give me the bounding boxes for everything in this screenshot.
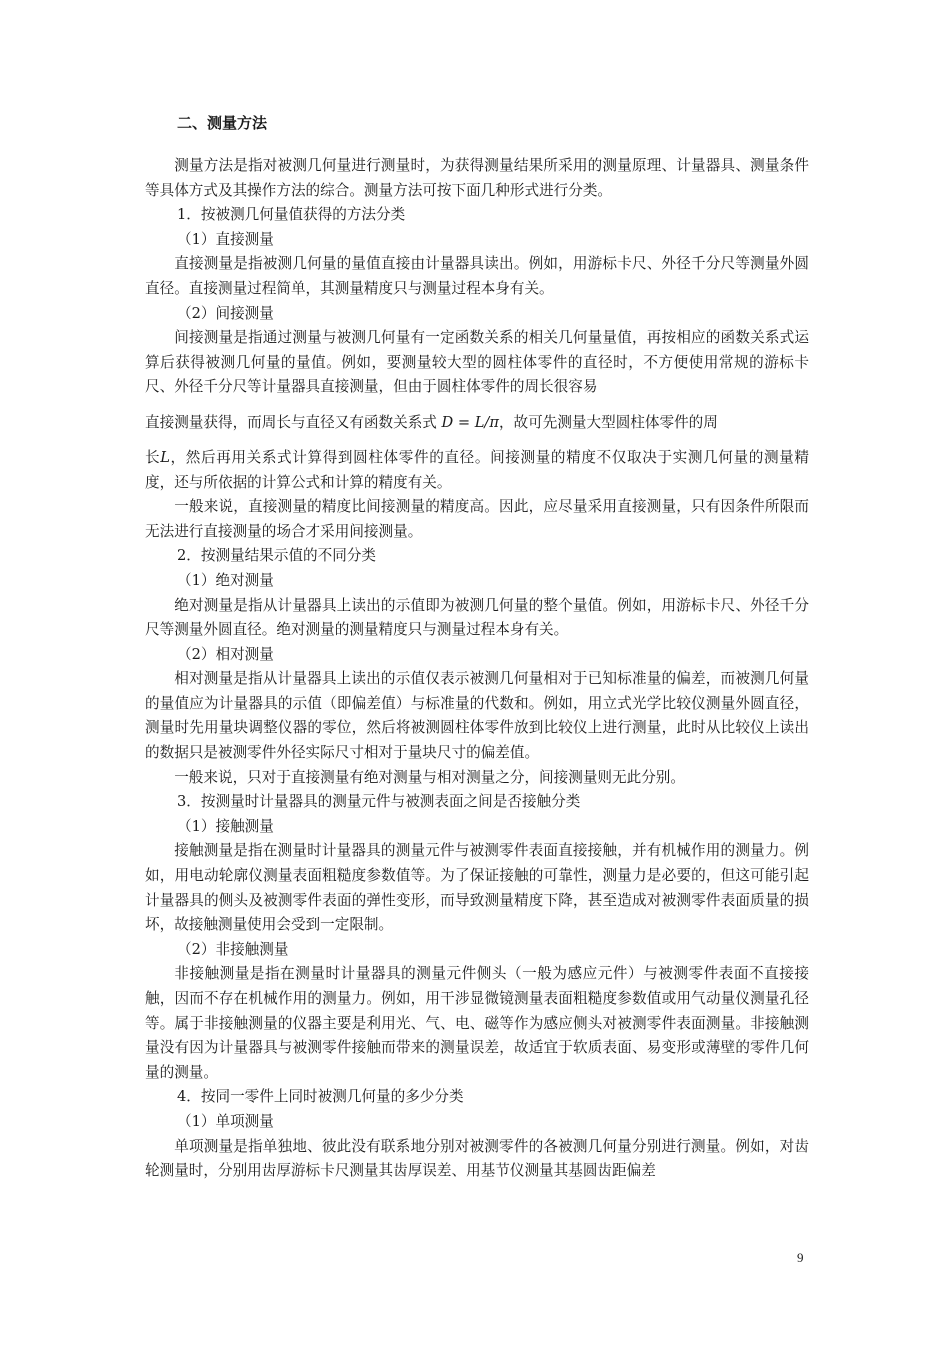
s2-1-text: 绝对测量是指从计量器具上读出的示值即为被测几何量的整个量值。例如，用游标卡尺、外径千分尺等测量外圆直径。绝对测量的测量精度只与测量过程本身有关。 bbox=[145, 596, 809, 639]
s1-2-text-e: ，然后再用关系式计算得到圆柱体零件的直径。间接测量的精度不仅取决于实测几何量的测量精度，还与所依据的计算公式和计算的精度有关。 bbox=[145, 448, 809, 491]
s2-1-title: （1）绝对测量 bbox=[177, 571, 274, 589]
s3-title: 3．按测量时计量器具的测量元件与被测表面之间是否接触分类 bbox=[177, 793, 581, 811]
formula-l: L bbox=[160, 448, 170, 466]
s1-2-formula-line bbox=[145, 400, 809, 446]
s3-1-title: （1）接触测量 bbox=[177, 817, 274, 835]
page-number: 9 bbox=[797, 1250, 804, 1265]
s1-2-text-b: 直接测量获得，而周长与直径又有函数关系式 bbox=[145, 413, 437, 431]
s2-summary: 一般来说，只对于直接测量有绝对测量与相对测量之分，间接测量则无此分别。 bbox=[174, 768, 685, 786]
s1-2-text-cont bbox=[145, 446, 809, 495]
s1-2-text-d: 长 bbox=[145, 448, 161, 466]
formula-d-equals-l-over-pi: D = L/π bbox=[441, 413, 499, 431]
s2-2-text: 相对测量是指从计量器具上读出的示值仅表示被测几何量相对于已知标准量的偏差，而被测几何量的量值应为计量器具的示值（即偏差值）与标准量的代数和。例如，用立式光学比较仪测量外圆直径，测量时先用量块调整仪器的零位，然后将被测圆柱体零件放到比较仪上进行测量，此时从比较仪上读出的数据只是被测零件外径实际尺寸相对于量块尺寸的偏差值。 bbox=[145, 670, 809, 762]
s1-1-title: （1）直接测量 bbox=[177, 230, 274, 248]
s1-2-title: （2）间接测量 bbox=[177, 304, 274, 322]
s1-title: 1．按被测几何量值获得的方法分类 bbox=[177, 206, 406, 224]
section-heading: 二、测量方法 bbox=[177, 114, 268, 132]
s1-2-text bbox=[145, 326, 809, 400]
s3-2-title: （2）非接触测量 bbox=[177, 940, 289, 958]
s4-title: 4．按同一零件上同时被测几何量的多少分类 bbox=[177, 1088, 464, 1106]
s3-2-text: 非接触测量是指在测量时计量器具的测量元件侧头（一般为感应元件）与被测零件表面不直接接触，因而不存在机械作用的测量力。例如，用干涉显微镜测量表面粗糙度参数值或用气动量仪测量孔径等。属于非接触测量的仪器主要是利用光、气、电、磁等作为感应侧头对被测零件表面测量。非接触测量没有因为计量器具与被测零件接触而带来的测量误差，故适宜于软质表面、易变形或薄壁的零件几何量的测量。 bbox=[145, 965, 809, 1081]
s4-1-title: （1）单项测量 bbox=[177, 1112, 274, 1130]
intro-paragraph: 测量方法是指对被测几何量进行测量时，为获得测量结果所采用的测量原理、计量器具、测量条件等具体方式及其操作方法的综合。测量方法可按下面几种形式进行分类。 bbox=[145, 157, 809, 199]
s1-2-text-a: 间接测量是指通过测量与被测几何量有一定函数关系的相关几何量量值，再按相应的函数关系式运算后获得被测几何量的量值。例如，要测量较大型的圆柱体零件的直径时，不方便使用常规的游标卡尺、外径千分尺等计量器具直接测量，但由于圆柱体零件的周长很容易 bbox=[145, 329, 809, 396]
s1-2-text-c: ，故可先测量大型圆柱体零件的周 bbox=[498, 413, 718, 431]
s1-summary: 一般来说，直接测量的精度比间接测量的精度高。因此，应尽量采用直接测量，只有因条件所限而无法进行直接测量的场合才采用间接测量。 bbox=[145, 498, 809, 540]
page-content bbox=[145, 112, 809, 1184]
s1-1-text: 直接测量是指被测几何量的量值直接由计量器具读出。例如，用游标卡尺、外径千分尺等测量外圆直径。直接测量过程简单，其测量精度只与测量过程本身有关。 bbox=[145, 255, 809, 297]
s2-2-title: （2）相对测量 bbox=[177, 645, 274, 663]
s4-1-text: 单项测量是指单独地、彼此没有联系地分别对被测零件的各被测几何量分别进行测量。例如，对齿轮测量时，分别用齿厚游标卡尺测量其齿厚误差、用基节仪测量其基圆齿距偏差 bbox=[145, 1137, 809, 1180]
s3-1-text: 接触测量是指在测量时计量器具的测量元件与被测零件表面直接接触，并有机械作用的测量力。例如，用电动轮廓仪测量表面粗糙度参数值等。为了保证接触的可靠性，测量力是必要的，但这可能引起计量器具的侧头及被测零件表面的弹性变形，而导致测量精度下降，甚至造成对被测零件表面质量的损坏，故接触测量使用会受到一定限制。 bbox=[145, 842, 809, 934]
s2-title: 2．按测量结果示值的不同分类 bbox=[177, 547, 377, 565]
